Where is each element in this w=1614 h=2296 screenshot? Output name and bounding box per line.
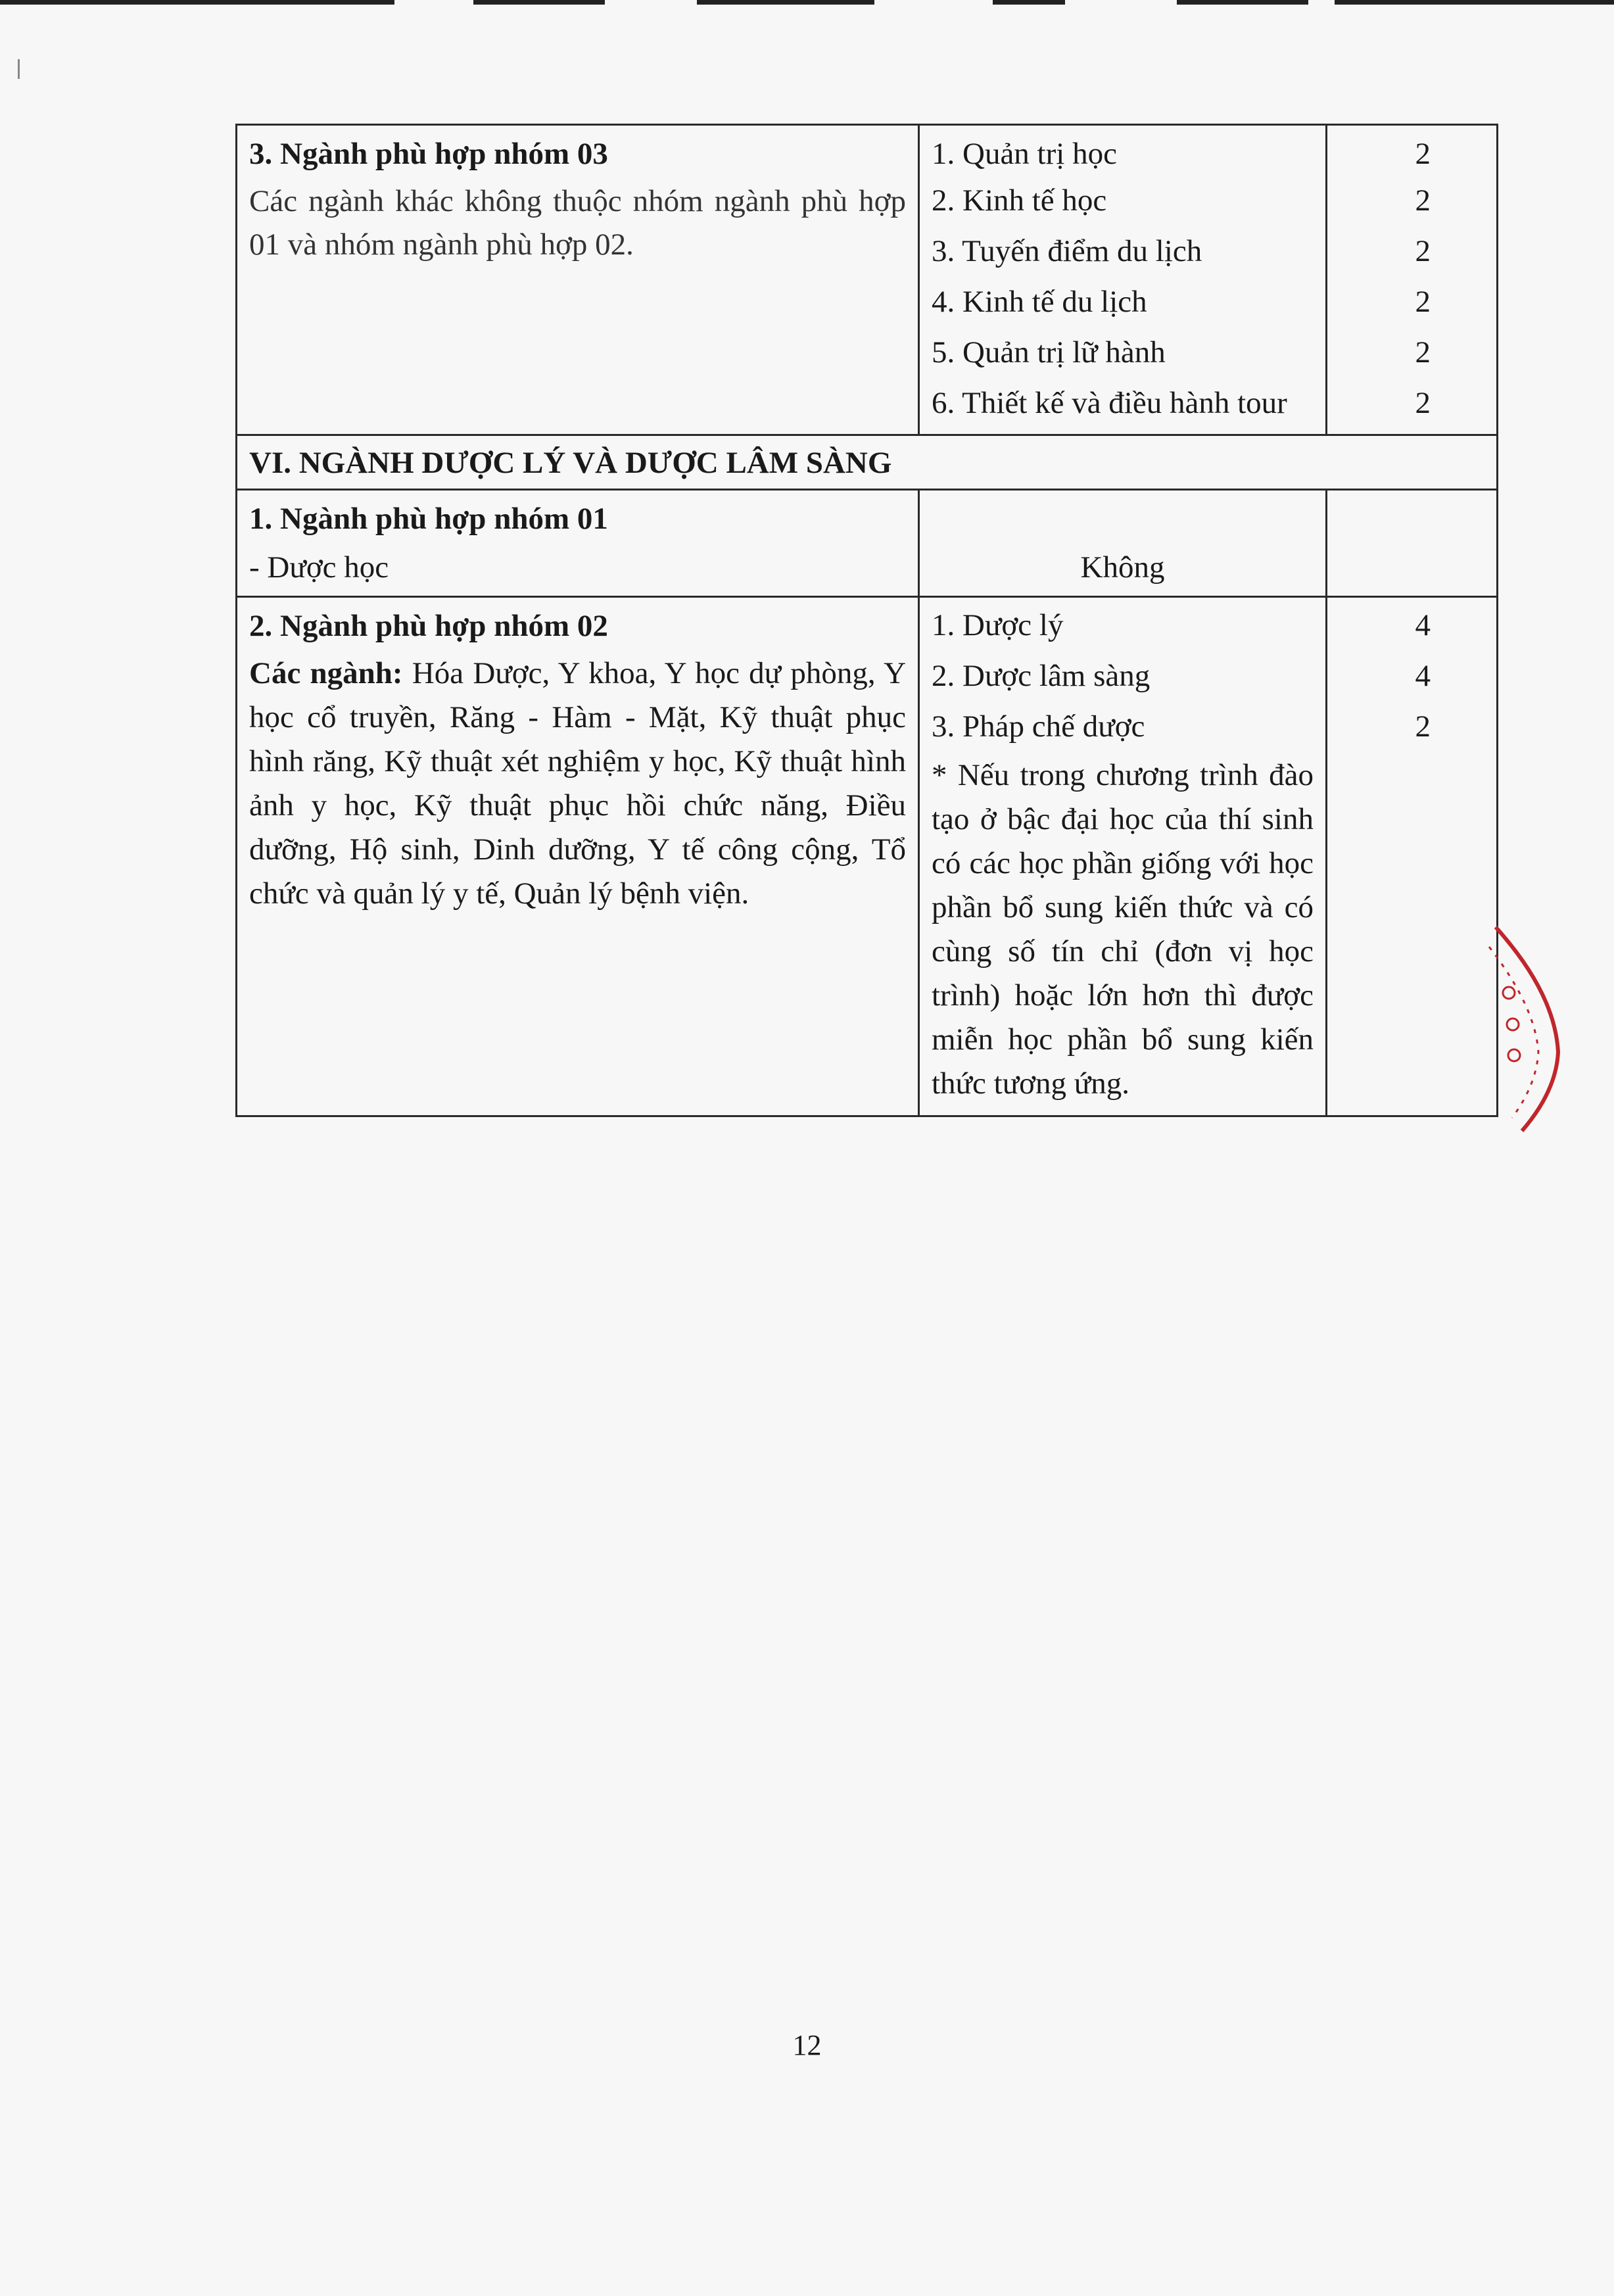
group-description: Các ngành khác không thuộc nhóm ngành phù hợp 01 và nhóm ngành phù hợp 02. [249,184,906,262]
group-majors [249,652,906,916]
group-item: - Dược học [249,550,389,585]
red-stamp-seal [1483,921,1581,1137]
stamp-mark [1503,987,1515,999]
major-group-cell [237,125,919,435]
course-name: 5. Quản trị lữ hành [932,335,1166,370]
scan-edge-line [1177,0,1308,5]
stamp-ring-outer [1496,927,1558,1131]
scan-edge-line [1335,0,1614,5]
course-credits: 2 [1415,183,1431,218]
course-name: 1. Dược lý [932,608,1064,642]
course-credits: 2 [1415,285,1431,319]
course-name: 2. Dược lâm sàng [932,659,1151,693]
course-credits: 2 [1415,234,1431,268]
curriculum-table [235,124,1498,1117]
course-credits: 2 [1415,386,1431,420]
credits-cell [1327,125,1498,435]
credits-cell [1327,597,1498,1116]
group-heading: 3. Ngành phù hợp nhóm 03 [249,137,608,171]
table-row [237,125,1498,435]
course-credits: 2 [1415,137,1431,171]
major-group-cell [237,597,919,1116]
course-credits: 4 [1415,659,1431,693]
course-name: 4. Kinh tế du lịch [932,285,1147,319]
course-name: 3. Pháp chế dược [932,709,1145,744]
group-heading: 2. Ngành phù hợp nhóm 02 [249,609,608,643]
requirement-value: Không [1080,550,1165,585]
course-name: 6. Thiết kế và điều hành tour [932,386,1287,420]
scan-edge-line [0,0,394,5]
course-name: 3. Tuyến điểm du lịch [932,234,1202,268]
course-credits: 2 [1415,709,1431,744]
majors-label: Các ngành: [249,656,403,690]
page-number: 12 [792,2029,822,2061]
section-title: VI. NGÀNH DƯỢC LÝ VÀ DƯỢC LÂM SÀNG [237,435,1498,490]
credits-cell [1327,490,1498,597]
table-row [237,490,1498,597]
table-row [237,597,1498,1116]
stamp-mark [1507,1018,1519,1030]
table-row [237,435,1498,490]
major-group-cell [237,490,919,597]
course-credits: 4 [1415,608,1431,642]
group-heading: 1. Ngành phù hợp nhóm 01 [249,502,608,536]
scan-mark [18,59,20,79]
course-credits: 2 [1415,335,1431,370]
course-list-cell [919,125,1327,435]
exemption-note: * Nếu trong chương trình đào tạo ở bậc đại học của thí sinh có các học phần giống với học phần bổ sung kiến thức và có cùng số tín chỉ (đơn vị học trình) hoặc lớn hơn thì được miễn học phần bổ sung kiến thức tương ứng. [932,758,1314,1101]
stamp-mark [1508,1049,1520,1061]
course-name: 1. Quản trị học [932,137,1117,171]
majors-list: Hóa Dược, Y khoa, Y học dự phòng, Y học cổ truyền, Răng - Hàm - Mặt, Kỹ thuật phục hình răng, Kỹ thuật xét nghiệm y học, Kỹ thuật hình ảnh y học, Kỹ thuật phục hồi chức năng, Điều dưỡng, Hộ sinh, Dinh dưỡng, Y tế công cộng, Tổ chức và quản lý y tế, Quản lý bệnh viện. [249,656,907,911]
requirement-cell [919,490,1327,597]
scan-edge-line [993,0,1065,5]
scan-edge-line [697,0,874,5]
course-name: 2. Kinh tế học [932,183,1107,218]
scan-edge-line [473,0,605,5]
course-list-cell [919,597,1327,1116]
